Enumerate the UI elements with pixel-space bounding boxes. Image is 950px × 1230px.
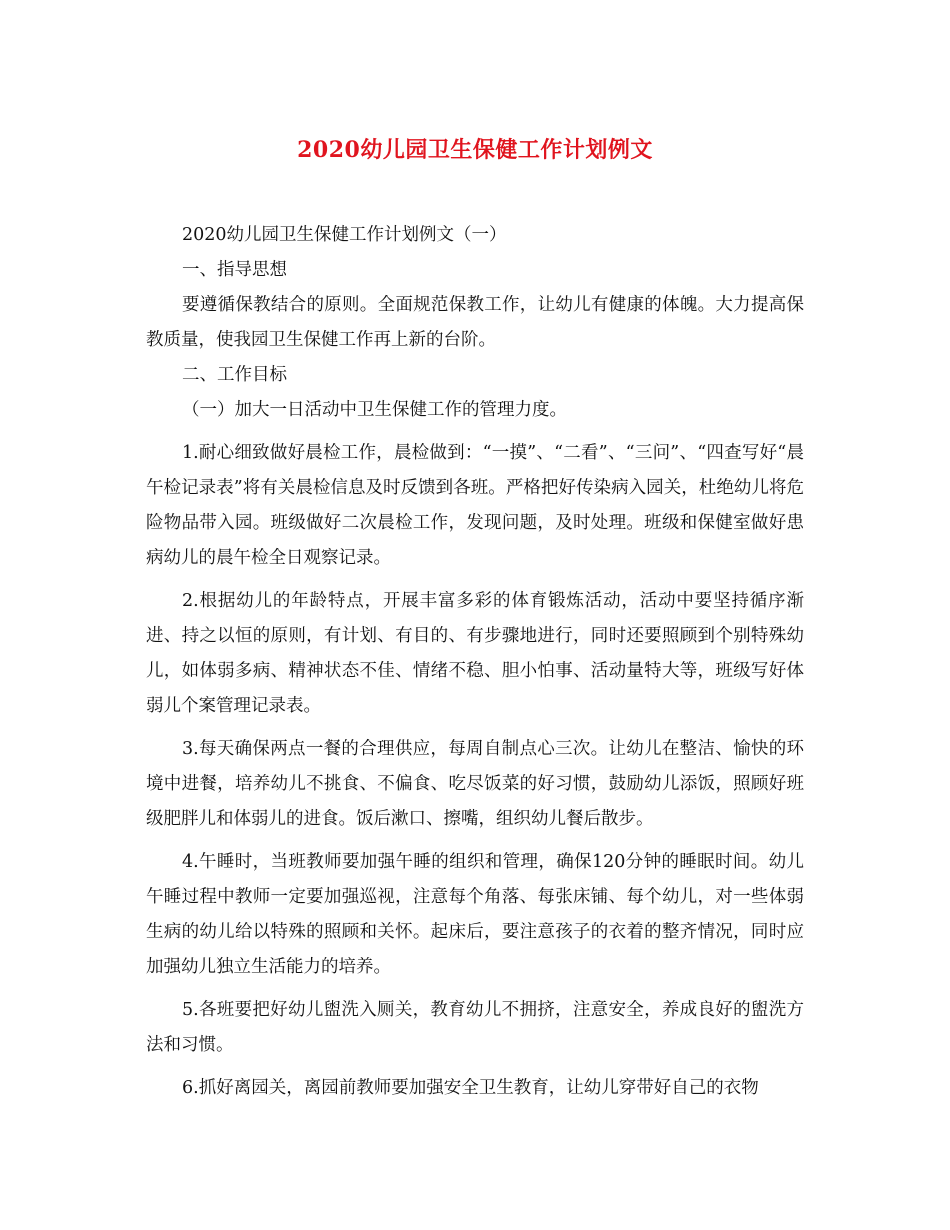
paragraph-item-3: 3.每天确保两点一餐的合理供应，每周自制点心三次。让幼儿在整洁、愉快的环境中进餐，培养幼儿不挑食、不偏食、吃尽饭菜的好习惯，鼓励幼儿添饭，照顾好班级肥胖儿和体弱儿的进食。饭后漱口、擦嘴，组织幼儿餐后散步。 <box>146 739 804 829</box>
paragraph-heading-guiding-ideology: 一、指导思想 <box>182 260 287 280</box>
paragraph-item-5: 5.各班要把好幼儿盥洗入厕关，教育幼儿不拥挤，注意安全，养成良好的盥洗方法和习惯。 <box>146 1000 804 1055</box>
document-body <box>146 218 804 1106</box>
paragraph-goal-1: （一）加大一日活动中卫生保健工作的管理力度。 <box>182 400 567 420</box>
paragraph-subtitle: 2020幼儿园卫生保健工作计划例文（一） <box>182 225 507 245</box>
paragraph-guiding-ideology: 要遵循保教结合的原则。全面规范保教工作，让幼儿有健康的体魄。大力提高保教质量，使我园卫生保健工作再上新的台阶。 <box>146 295 804 350</box>
paragraph-item-4: 4.午睡时，当班教师要加强午睡的组织和管理，确保120分钟的睡眠时间。幼儿午睡过程中教师一定要加强巡视，注意每个角落、每张床铺、每个幼儿，对一些体弱生病的幼儿给以特殊的照顾和关怀。起床后，要注意孩子的衣着的整齐情况，同时应加强幼儿独立生活能力的培养。 <box>146 852 804 977</box>
paragraph-heading-work-goals: 二、工作目标 <box>182 365 287 385</box>
paragraph-item-6: 6.抓好离园关，离园前教师要加强安全卫生教育，让幼儿穿带好自己的衣物 <box>182 1078 759 1098</box>
paragraph-item-1: 1.耐心细致做好晨检工作，晨检做到：“一摸”、“二看”、“三问”、“四查写好“晨午检记录表”将有关晨检信息及时反馈到各班。严格把好传染病入园关，杜绝幼儿将危险物品带入园。班级做好二次晨检工作，发现问题，及时处理。班级和保健室做好患病幼儿的晨午检全日观察记录。 <box>146 443 804 568</box>
paragraph-item-2: 2.根据幼儿的年龄特点，开展丰富多彩的体育锻炼活动，活动中要坚持循序渐进、持之以恒的原则，有计划、有目的、有步骤地进行，同时还要照顾到个别特殊幼儿，如体弱多病、精神状态不佳、情绪不稳、胆小怕事、活动量特大等，班级写好体弱儿个案管理记录表。 <box>146 591 804 716</box>
document-title: 2020幼儿园卫生保健工作计划例文 <box>297 137 653 163</box>
